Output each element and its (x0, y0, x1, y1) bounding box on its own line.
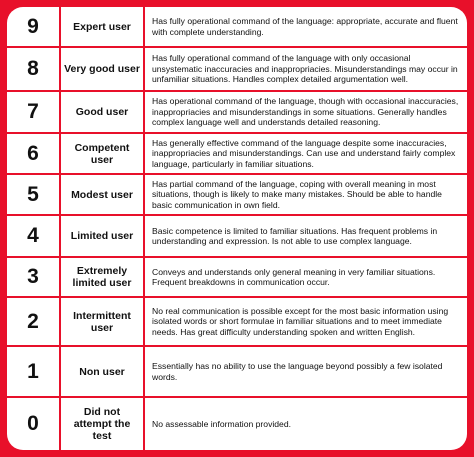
skill-level-label: Modest user (61, 175, 145, 214)
band-description: Essentially has no ability to use the language beyond possibly a few isolated words. (152, 361, 443, 382)
table-row (7, 347, 467, 398)
table-row (7, 134, 467, 175)
table-row (7, 175, 467, 216)
band-score: 2 (7, 298, 61, 345)
band-description: No real communication is possible except for the most basic information using isolated words or short formulae in familiar situations and to meet immediate needs. Has great difficulty understanding spoken and written English. (152, 305, 449, 337)
table-row (7, 7, 467, 48)
band-description: Has generally effective command of the language despite some inaccuracies, inappropriacies and misunderstandings. Can use and understand fairly complex language, particularly in familiar situations. (152, 137, 456, 169)
band-score: 1 (7, 347, 61, 396)
band-description: Has operational command of the language, though with occasional inaccuracies, inappropriacies and misunderstandings in some situations. Generally handles complex language well and understands detailed reasoning. (152, 96, 459, 128)
band-description: Has fully operational command of the language with only occasional unsystematic inaccuracies and inappropriacies. Misunderstandings may occur in unfamiliar situations. Handles complex detailed argumentation well. (152, 53, 458, 85)
band-score-table (7, 7, 467, 450)
table-row (7, 92, 467, 134)
band-score: 5 (7, 175, 61, 214)
table-row (7, 48, 467, 92)
skill-level-label: Very good user (61, 48, 145, 90)
band-score: 6 (7, 134, 61, 173)
band-description: Basic competence is limited to familiar situations. Has frequent problems in understanding and expression. Is not able to use complex language. (152, 225, 438, 246)
skill-level-label: Good user (61, 92, 145, 132)
band-score: 0 (7, 398, 61, 450)
skill-level-label: Non user (61, 347, 145, 396)
table-row (7, 298, 467, 347)
band-description: Conveys and understands only general meaning in very familiar situations. Frequent breakdowns in communication occur. (152, 266, 436, 287)
table-row (7, 398, 467, 450)
band-description: Has fully operational command of the language: appropriate, accurate and fluent with complete understanding. (152, 16, 458, 37)
band-score: 3 (7, 258, 61, 296)
table-row (7, 258, 467, 298)
band-score: 7 (7, 92, 61, 132)
band-score: 8 (7, 48, 61, 90)
skill-level-label: Limited user (61, 216, 145, 256)
skill-level-label: Did not attempt the test (61, 398, 145, 450)
band-score: 9 (7, 7, 61, 46)
band-score: 4 (7, 216, 61, 256)
skill-level-label: Extremely limited user (61, 258, 145, 296)
skill-level-label: Expert user (61, 7, 145, 46)
band-description: Has partial command of the language, coping with overall meaning in most situations, though is likely to make many mistakes. Should be able to handle basic communication in own field. (152, 178, 442, 210)
table-row (7, 216, 467, 258)
skill-level-label: Competent user (61, 134, 145, 173)
band-description: No assessable information provided. (152, 418, 292, 429)
skill-level-label: Intermittent user (61, 298, 145, 345)
